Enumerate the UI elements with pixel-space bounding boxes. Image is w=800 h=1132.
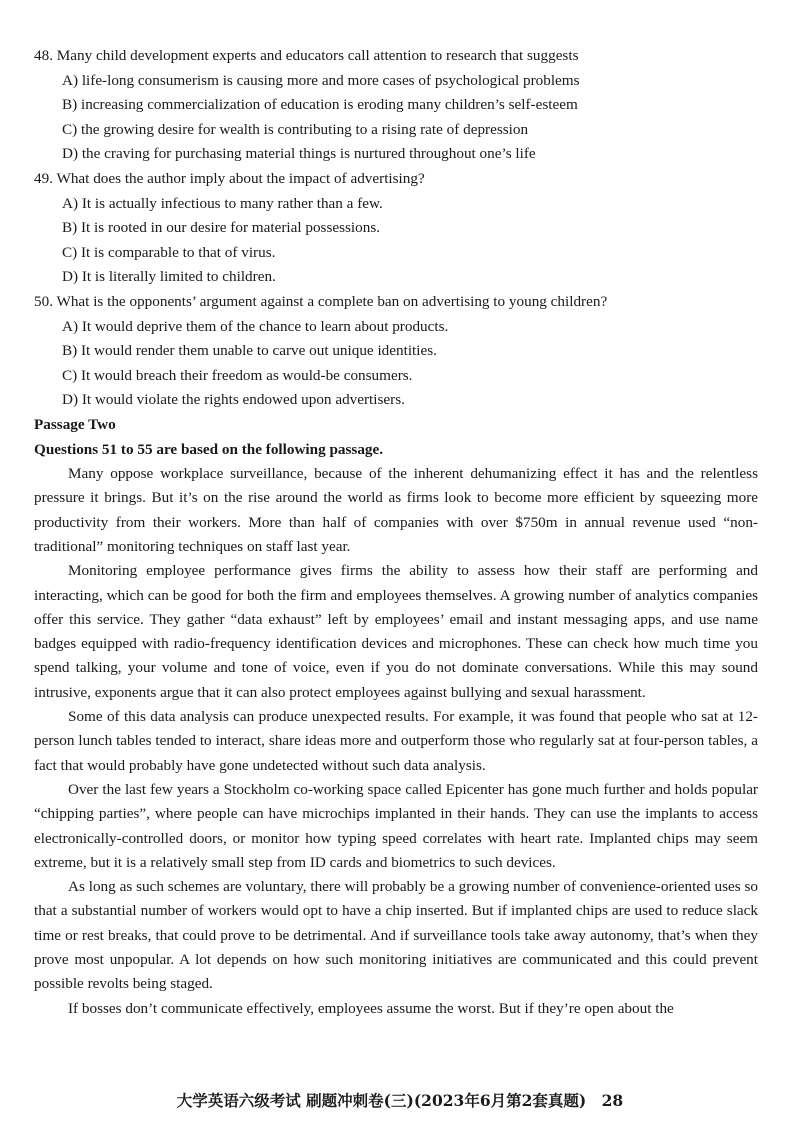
- option-a: A) It is actually infectious to many rather than a few.: [62, 194, 383, 212]
- passage-paragraph: As long as such schemes are voluntary, there will probably be a growing number of convenience-oriented uses so that a substantial number of workers would opt to have a chip inserted. But if implanted chips are used to reduce slack time or rest breaks, that could prove to be detrimental. And if surveillance tools take away autonomy, that’s when they prove most unpopular. A lot depends on how such monitoring initiatives are communicated and this could prevent possible revolts being staged.: [34, 878, 758, 993]
- passage-instruction: Questions 51 to 55 are based on the following passage.: [34, 440, 384, 458]
- page-footer: [0, 1089, 800, 1111]
- option-b: B) increasing commercialization of education is eroding many children’s self-esteem: [62, 96, 578, 114]
- option-c: C) It would breach their freedom as would-be consumers.: [62, 366, 413, 384]
- passage-paragraph: Many oppose workplace surveillance, because of the inherent dehumanizing effect it has and the relentless pressure it brings. But it’s on the rise around the world as firms look to become more efficient by squeezing more productivity from their workers. More than half of companies with over $750m in annual revenue used “non-traditional” monitoring techniques on staff last year.: [34, 465, 758, 555]
- option-b: B) It would render them unable to carve out unique identities.: [62, 342, 437, 360]
- option-d: D) It would violate the rights endowed upon advertisers.: [62, 391, 405, 409]
- question-stem: 49. What does the author imply about the impact of advertising?: [34, 169, 425, 187]
- option-d: D) It is literally limited to children.: [62, 268, 276, 286]
- footer-title: 大学英语六级考试 刷题冲刺卷(三)(2023年6月第2套真题): [176, 1091, 587, 1110]
- question-48: [34, 44, 758, 167]
- question-stem: 48. Many child development experts and educators call attention to research that suggests: [34, 47, 579, 64]
- option-a: A) It would deprive them of the chance to learn about products.: [62, 317, 449, 335]
- option-d: D) the craving for purchasing material things is nurtured throughout one’s life: [62, 145, 536, 163]
- passage-paragraph: If bosses don’t communicate effectively, employees assume the worst. But if they’re open about the: [68, 999, 674, 1017]
- passage-paragraph: Over the last few years a Stockholm co-working space called Epicenter has gone much further and holds popular “chipping parties”, where people can have microchips implanted in their hands. They can use the implants to access electronically-controlled doors, or monitor how typing speed correlates with heart rate. Implanted chips may seem extreme, but it is a relatively small step from ID cards and biometrics to such devices.: [34, 780, 758, 871]
- page-content: [34, 44, 758, 1021]
- question-49: [34, 167, 758, 290]
- option-c: C) It is comparable to that of virus.: [62, 243, 276, 261]
- page-number: 28: [601, 1091, 624, 1110]
- question-stem: 50. What is the opponents’ argument against a complete ban on advertising to young children?: [34, 292, 608, 310]
- option-c: C) the growing desire for wealth is contributing to a rising rate of depression: [62, 120, 529, 138]
- passage-paragraph: Some of this data analysis can produce unexpected results. For example, it was found that people who sat at 12-person lunch tables tended to interact, share ideas more and outperform those who regularly sat at four-person tables, a fact that would probably have gone undetected without such data analysis.: [34, 708, 758, 774]
- passage-paragraph: Monitoring employee performance gives firms the ability to assess how their staff are performing and interacting, which can be good for both the firm and employees themselves. A growing number of analytics companies offer this service. They gather “data exhaust” left by employees’ email and instant messaging apps, and use name badges equipped with radio-frequency identification devices and microphones. These can check how much time you spend talking, your volume and tone of voice, even if you do not dominate conversations. While this may sound intrusive, exponents argue that it can also protect employees against bullying and sexual harassment.: [34, 562, 758, 701]
- question-50: [34, 290, 758, 413]
- option-a: A) life-long consumerism is causing more and more cases of psychological problems: [62, 71, 580, 89]
- passage-heading: Passage Two: [34, 415, 116, 433]
- option-b: B) It is rooted in our desire for material possessions.: [62, 219, 381, 237]
